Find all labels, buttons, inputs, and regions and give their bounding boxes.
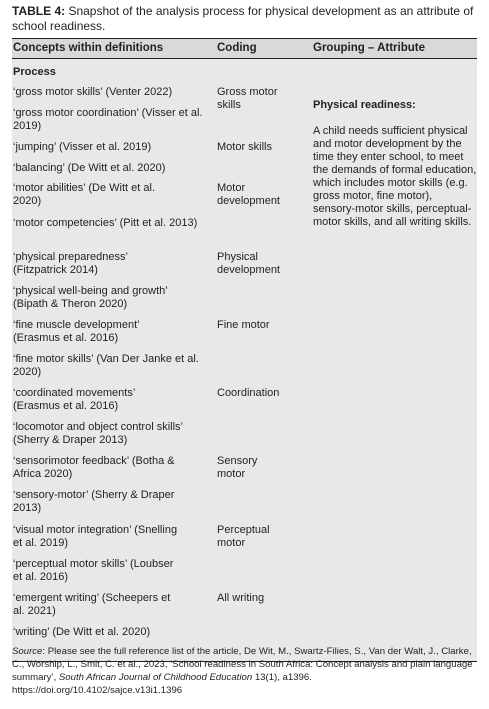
process-label: Process [13,66,56,78]
concept-cell: ‘gross motor coordination’ (Visser et al. 2019) [13,107,203,132]
analysis-table [12,38,477,662]
concept-cell: ‘motor abilities’ (De Witt et al. 2020) [13,182,156,207]
concept-cell: ‘jumping’ (Visser et al. 2019) [13,141,152,153]
code-cell: Perceptual motor [217,524,270,549]
header-coding: Coding [217,42,257,54]
attribute-cell [313,86,477,242]
concept-cell: ‘writing’ (De Witt et al. 2020) [13,626,151,638]
table-body [12,59,477,662]
attribute-title: Physical readiness: [313,99,416,111]
concept-cell: ‘fine muscle development’ (Erasmus et al. 2016) [13,319,140,344]
table-caption-label: TABLE 4: [12,4,66,18]
concept-cell: ‘sensorimotor feedback’ (Botha & Africa 2020) [13,455,175,480]
table-caption [12,4,480,33]
source-citation: 13(1), a1396. https://doi.org/10.4102/sajce.v13i1.1396 [12,672,312,696]
code-cell: Sensory motor [217,455,258,480]
source-journal: South African Journal of Childhood Education [58,672,253,683]
concept-cell: ‘gross motor skills’ (Venter 2022) [13,86,173,98]
header-grouping: Grouping – Attribute [313,42,426,54]
code-cell: Fine motor [217,319,270,331]
source-label: Source [12,646,43,657]
table-header-row [12,39,477,59]
code-cell: Coordination [217,387,280,399]
source-note [12,645,478,697]
concept-cell: ‘visual motor integration’ (Snelling et al. 2019) [13,524,178,549]
table-caption-text: Snapshot of the analysis process for physical development as an attribute of school readiness. [12,4,474,33]
source-text: : Please see the full reference list of the article, De Wit, M., Swartz-Filies, S., Van der Walt, J., Clarke, C., Worship, L., Smit, C. et al., 2023, ‘School readiness in South Africa: Concept analysis and plain language summary’, [12,646,473,683]
code-cell: Motor development [217,182,280,207]
concept-cell: ‘balancing’ (De Witt et al. 2020) [13,162,166,174]
concept-cell: ‘sensory-motor’ (Sherry & Draper 2013) [13,489,175,514]
code-cell: Motor skills [217,141,273,153]
attribute-description: A child needs sufficient physical and motor development by the time they enter school, to meet the demands of formal education, which includes motor skills (e.g. gross motor, fine motor), sensory-motor skills, perceptual-motor skills, and all writing skills. [313,125,477,228]
code-cell: Gross motor skills [217,86,278,111]
code-cell: Physical development [217,251,280,276]
concept-cell: ‘perceptual motor skills’ (Loubser et al. 2016) [13,558,174,583]
concept-cell: ‘fine motor skills’ (Van Der Janke et al. 2020) [13,353,199,378]
concept-cell: ‘coordinated movements’ (Erasmus et al. 2016) [13,387,135,412]
concept-cell: ‘locomotor and object control skills’ (Sherry & Draper 2013) [13,421,183,446]
header-concepts: Concepts within definitions [13,42,164,54]
concept-cell: ‘physical preparedness’ (Fitzpatrick 2014) [13,251,128,276]
concept-cell: ‘emergent writing’ (Scheepers et al. 2021) [13,592,171,617]
concept-cell: ‘physical well-being and growth’ (Bipath & Theron 2020) [13,285,168,310]
concept-cell: ‘motor competencies’ (Pitt et al. 2013) [13,217,198,229]
code-cell: All writing [217,592,265,604]
